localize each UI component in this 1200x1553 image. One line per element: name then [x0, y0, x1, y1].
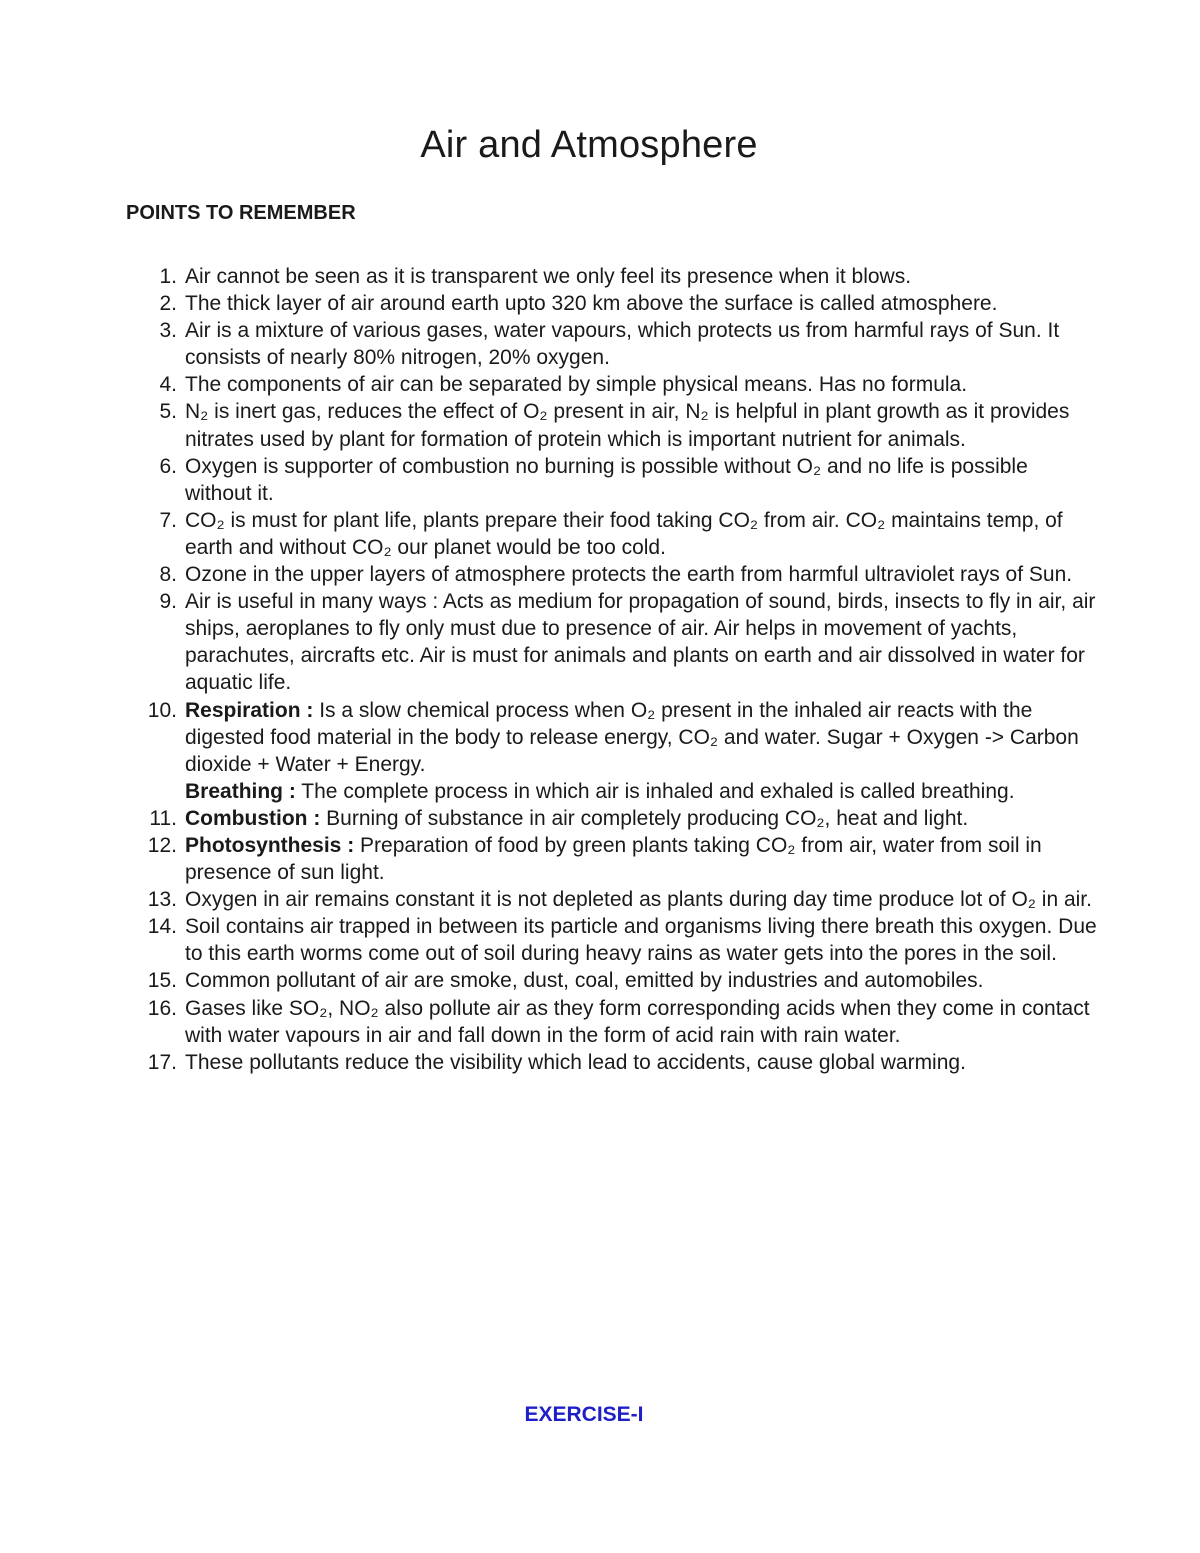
list-item: [0, 588, 1100, 696]
list-item: [0, 832, 1100, 886]
item-number: 16.: [147, 996, 177, 1020]
item-number: 17.: [147, 1050, 177, 1074]
item-number: 10.: [147, 698, 177, 722]
item-text: The complete process in which air is inhaled and exhaled is called breathing.: [295, 779, 1015, 803]
list-item: [0, 886, 1100, 913]
item-text: Is a slow chemical process when O₂ present in the inhaled air reacts with the digested food material in the body to release energy, CO₂ and water. Sugar + Oxygen -> Carbon dioxide + Water + Energy.: [185, 698, 1079, 776]
list-item: [0, 317, 1100, 371]
item-number: 11.: [149, 806, 177, 830]
item-number: 2.: [159, 292, 177, 316]
list-item: [0, 805, 1100, 832]
list-item: [0, 697, 1100, 805]
term-label: Combustion :: [185, 806, 321, 830]
list-item: [0, 398, 1100, 452]
item-number: 12.: [147, 833, 177, 857]
item-text: Soil contains air trapped in between its particle and organisms living there breath this oxygen. Due to this earth worms come out of soil during heavy rains as water gets into the pores in the soil.: [185, 915, 1097, 966]
list-item: [0, 967, 1100, 994]
item-number: 1.: [159, 265, 177, 288]
item-number: 6.: [159, 454, 177, 478]
item-number: 9.: [159, 590, 177, 614]
points-list: [0, 263, 1100, 1076]
item-text: Burning of substance in air completely producing CO₂, heat and light.: [320, 806, 969, 830]
term-label: Breathing :: [185, 779, 296, 803]
exercise-heading: EXERCISE-I: [524, 1403, 644, 1426]
list-item: [0, 995, 1100, 1049]
list-item: [0, 453, 1100, 507]
list-item: [0, 263, 1100, 290]
section-heading: POINTS TO REMEMBER: [126, 202, 356, 224]
item-number: 14.: [147, 915, 177, 939]
item-text: Gases like SO₂, NO₂ also pollute air as they form corresponding acids when they come in contact with water vapours in air and fall down in the form of acid rain with rain water.: [185, 996, 1090, 1047]
item-text: The components of air can be separated by simple physical means. Has no formula.: [185, 373, 968, 397]
list-item: [0, 913, 1100, 967]
item-text: Oxygen is supporter of combustion no burning is possible without O₂ and no life is possible without it.: [185, 454, 1028, 505]
item-text: Air cannot be seen as it is transparent we only feel its presence when it blows.: [185, 265, 912, 288]
item-text: Preparation of food by green plants taking CO₂ from air, water from soil in presence of sun light.: [185, 833, 1042, 885]
page-title: Air and Atmosphere: [420, 124, 758, 166]
list-item: [0, 371, 1100, 398]
item-text: Air is useful in many ways : Acts as medium for propagation of sound, birds, insects to fly in air, air ships, aeroplanes to fly only must due to presence of air. Air helps in movement of yachts, parachutes, aircrafts etc. Air is must for animals and plants on earth and air dissolved in water for aquatic life.: [185, 590, 1096, 695]
item-number: 4.: [159, 373, 177, 397]
list-item: [0, 290, 1100, 317]
list-item: [0, 507, 1100, 561]
item-text: Common pollutant of air are smoke, dust, coal, emitted by industries and automobiles.: [185, 969, 984, 993]
list-item: [0, 561, 1100, 588]
item-number: 13.: [147, 888, 177, 912]
item-text: CO₂ is must for plant life, plants prepare their food taking CO₂ from air. CO₂ maintains temp, of earth and without CO₂ our planet would be too cold.: [185, 508, 1063, 559]
item-text: Oxygen in air remains constant it is not depleted as plants during day time produce lot of O₂ in air.: [185, 888, 1092, 912]
item-number: 7.: [159, 508, 177, 532]
item-number: 3.: [159, 319, 177, 343]
item-text: The thick layer of air around earth upto 320 km above the surface is called atmosphere.: [185, 292, 998, 316]
item-number: 15.: [147, 969, 177, 993]
item-text: N₂ is inert gas, reduces the effect of O₂ present in air, N₂ is helpful in plant growth as it provides nitrates used by plant for formation of protein which is important nutrient for animals.: [185, 400, 1070, 451]
term-label: Photosynthesis :: [185, 833, 355, 857]
item-number: 5.: [159, 400, 177, 424]
item-text: These pollutants reduce the visibility which lead to accidents, cause global warming.: [185, 1050, 966, 1074]
item-number: 8.: [159, 563, 177, 587]
item-text: Ozone in the upper layers of atmosphere protects the earth from harmful ultraviolet rays of Sun.: [185, 563, 1073, 587]
list-item: [0, 1049, 1100, 1076]
item-text: Air is a mixture of various gases, water vapours, which protects us from harmful rays of Sun. It consists of nearly 80% nitrogen, 20% oxygen.: [185, 319, 1060, 370]
term-label: Respiration :: [185, 698, 314, 722]
